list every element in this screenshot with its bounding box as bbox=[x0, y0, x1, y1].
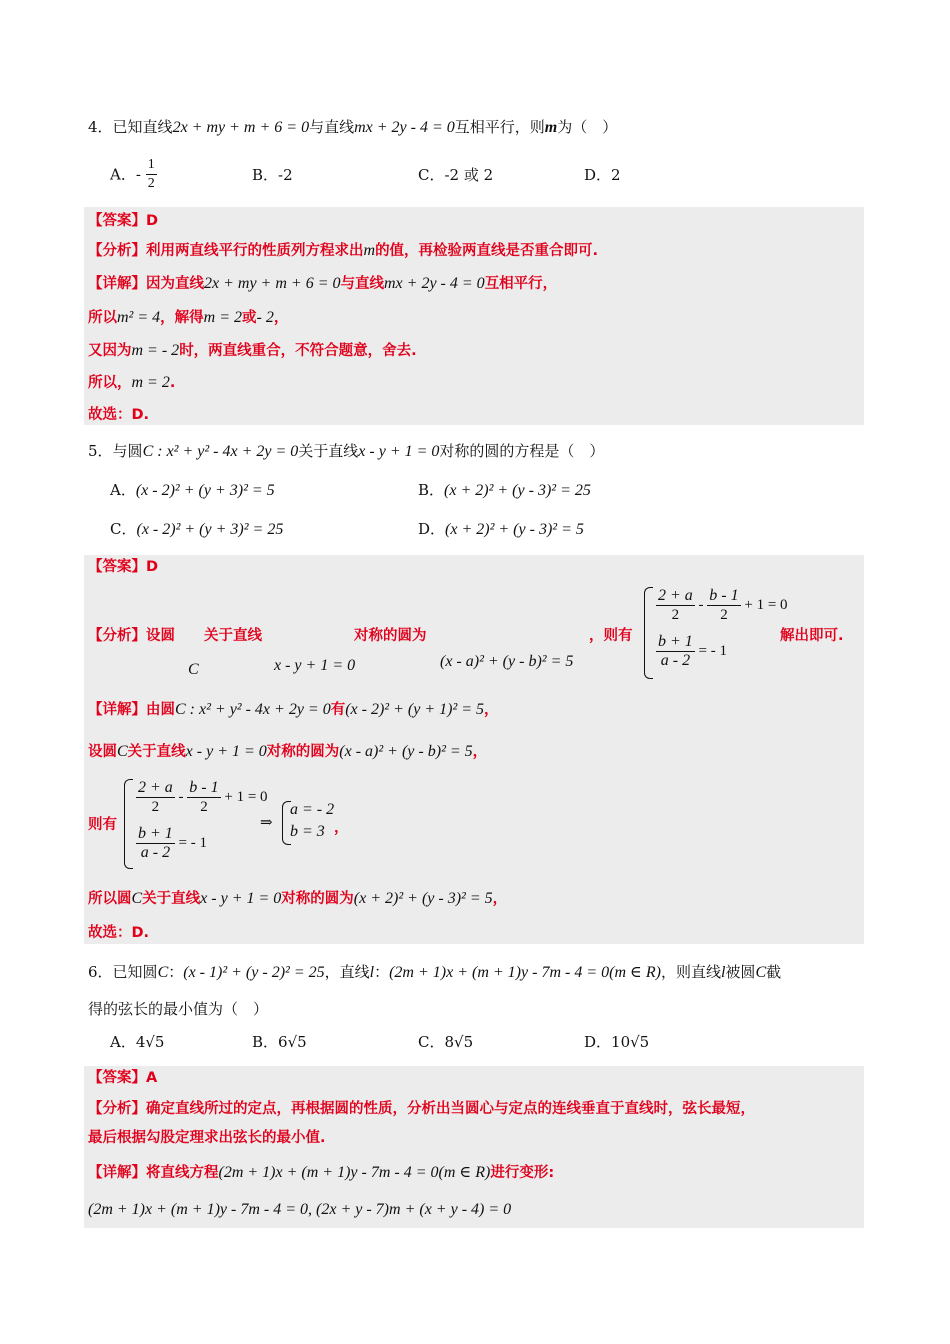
q6-analysis-line-1 bbox=[88, 1098, 755, 1120]
q4-detail-line-3 bbox=[88, 340, 417, 362]
numerator: b + 1 bbox=[138, 825, 173, 842]
text: 关于直线 bbox=[142, 891, 201, 907]
q5-detail-system bbox=[124, 779, 268, 869]
detail-label: 【详解】 bbox=[88, 276, 146, 292]
brace-icon bbox=[124, 779, 133, 869]
result-a: a = - 2 bbox=[290, 801, 335, 818]
question-5 bbox=[88, 440, 604, 463]
analysis-label: 【分析】 bbox=[88, 628, 146, 644]
option-label: B． bbox=[418, 481, 445, 499]
fraction bbox=[656, 633, 695, 670]
detail-label: 【详解】 bbox=[88, 1165, 146, 1181]
circle-equation: (x - 1)² + (y - 2)² = 25 bbox=[183, 964, 325, 981]
q5-line-equation: x - y + 1 = 0 bbox=[358, 443, 440, 460]
brace-icon bbox=[644, 587, 653, 679]
circle-name: C bbox=[157, 964, 169, 981]
q5-option-a[interactable] bbox=[110, 479, 275, 502]
analysis-text: 确定直线所过的定点，再根据圆的性质，分析出当圆心与定点的连线垂直于直线时，弦长最短， bbox=[146, 1101, 755, 1117]
denominator: 2 bbox=[671, 607, 680, 623]
q5-circle-equation: C : x² + y² - 4x + 2y = 0 bbox=[142, 443, 299, 460]
analysis-text: 利用两直线平行的性质列方程求出 bbox=[146, 243, 364, 259]
text: ，直线 bbox=[324, 963, 370, 981]
detail-equation-1: 2x + my + m + 6 = 0 bbox=[204, 275, 341, 292]
equation: C : x² + y² - 4x + 2y = 0 bbox=[175, 701, 331, 718]
q4-variable: m bbox=[544, 119, 558, 136]
option-sign: - bbox=[135, 165, 141, 184]
text: . bbox=[169, 375, 176, 391]
q6-solution-box bbox=[84, 1066, 864, 1228]
q6-detail-line-1 bbox=[88, 1162, 554, 1184]
q5-option-c[interactable] bbox=[110, 518, 283, 541]
option-label: A． bbox=[110, 481, 136, 499]
text: ， bbox=[472, 744, 488, 760]
q4-detail-line-4 bbox=[88, 372, 175, 394]
q4-option-a[interactable] bbox=[110, 156, 157, 193]
circle-name: C bbox=[131, 890, 143, 907]
system-row-1 bbox=[136, 779, 268, 816]
text: 已知圆 bbox=[112, 963, 158, 981]
detail-text: 因为直线 bbox=[146, 276, 204, 292]
q4-detail-line-2 bbox=[88, 307, 288, 329]
text: 关于直线 bbox=[127, 744, 186, 760]
circle-equation: (x - a)² + (y - b)² = 5 bbox=[440, 653, 574, 670]
numerator: b + 1 bbox=[658, 633, 693, 650]
text: 所以 bbox=[88, 310, 117, 326]
detail-text-3: 互相平行， bbox=[484, 276, 558, 292]
circle-equation: (x - a)² + (y - b)² = 5 bbox=[339, 743, 473, 760]
text: ： bbox=[168, 963, 184, 981]
option-label: D． bbox=[418, 520, 446, 538]
q5-option-b[interactable] bbox=[418, 479, 591, 502]
text: 所以， bbox=[88, 375, 132, 391]
numerator: 2 + a bbox=[138, 779, 173, 796]
option-equation: (x - 2)² + (y + 3)² = 25 bbox=[136, 521, 284, 538]
equation: (2m + 1)x + (m + 1)y - 7m - 4 = 0(m ∈ R) bbox=[218, 1164, 491, 1181]
q4-analysis bbox=[88, 240, 598, 262]
option-label: A． bbox=[110, 165, 136, 184]
text: 进行变形: bbox=[490, 1165, 555, 1181]
numerator: 1 bbox=[146, 156, 157, 175]
q6-answer: 【答案】A bbox=[88, 1070, 158, 1086]
q5-detail-comma: ， bbox=[334, 820, 349, 836]
tail: = - 1 bbox=[178, 834, 208, 851]
q4-conclusion: 故选：D. bbox=[88, 407, 150, 423]
text: 或 bbox=[242, 310, 257, 326]
q5-analysis-label bbox=[88, 625, 175, 647]
fraction bbox=[136, 825, 175, 862]
question-4 bbox=[88, 116, 617, 139]
analysis-text: 设圆 bbox=[146, 628, 175, 644]
q4-line-2-equation: mx + 2y - 4 = 0 bbox=[354, 119, 455, 136]
analysis-label: 【分析】 bbox=[88, 243, 146, 259]
fraction bbox=[187, 779, 220, 816]
detail-label: 【详解】 bbox=[88, 702, 146, 718]
system-row-2 bbox=[656, 633, 727, 670]
q6-analysis-line-2: 最后根据勾股定理求出弦长的最小值. bbox=[88, 1130, 326, 1146]
result-b: b = 3 bbox=[290, 823, 325, 840]
q5-analysis-c bbox=[188, 659, 199, 681]
q5-solution-box bbox=[84, 555, 864, 944]
q4-text-1: 已知直线 bbox=[112, 118, 173, 136]
q5-analysis-text-d: ，则有 bbox=[589, 628, 633, 644]
q6-option-d[interactable]: D．10√5 bbox=[584, 1033, 650, 1051]
line-name: l bbox=[369, 964, 375, 981]
q5-detail-line-4 bbox=[88, 888, 507, 910]
equation: m = 2 bbox=[203, 309, 243, 326]
q6-option-b[interactable]: B．6√5 bbox=[252, 1033, 307, 1051]
denominator: 2 bbox=[200, 799, 208, 815]
circle-equation: (x + 2)² + (y - 3)² = 5 bbox=[353, 890, 493, 907]
q5-answer: 【答案】D bbox=[88, 559, 159, 575]
q5-detail-then-label: 则有 bbox=[88, 817, 117, 833]
q5-analysis-text-e: 解出即可. bbox=[780, 628, 844, 644]
fraction bbox=[656, 587, 695, 624]
q4-option-b[interactable]: B．-2 bbox=[252, 166, 293, 184]
question-6-line-1 bbox=[88, 961, 781, 984]
equation: (x - 2)² + (y + 1)² = 5 bbox=[345, 701, 485, 718]
question-number: 6． bbox=[88, 963, 113, 981]
system-row-2 bbox=[136, 825, 207, 862]
tail: + 1 = 0 bbox=[224, 788, 268, 805]
operator: - bbox=[698, 596, 704, 613]
q6-option-c[interactable]: C．8√5 bbox=[418, 1033, 474, 1051]
equation: (2m + 1)x + (m + 1)y - 7m - 4 = 0, (2x + y - 7)m + (x + y - 4) = 0 bbox=[88, 1201, 512, 1218]
line-name: l bbox=[720, 964, 726, 981]
denominator: 2 bbox=[151, 799, 160, 815]
text: ，解得 bbox=[160, 310, 204, 326]
text: 对称的圆为 bbox=[266, 744, 340, 760]
question-6-line-2: 得的弦长的最小值为（ ） bbox=[88, 1000, 269, 1018]
option-equation: (x + 2)² + (y - 3)² = 5 bbox=[445, 521, 584, 538]
equation: m² = 4 bbox=[117, 309, 161, 326]
system-row-1 bbox=[656, 587, 788, 624]
analysis-variable: m bbox=[363, 242, 376, 259]
analysis-label: 【分析】 bbox=[88, 1101, 146, 1117]
q5-analysis-text-c: 对称的圆为 bbox=[354, 628, 427, 644]
denominator: 2 bbox=[147, 176, 155, 191]
text: 又因为 bbox=[88, 343, 132, 359]
denominator: 2 bbox=[720, 607, 728, 623]
equation: m = 2 bbox=[131, 374, 170, 391]
text: 被圆 bbox=[725, 963, 756, 981]
analysis-text-2: 的值，再检验两直线是否重合即可. bbox=[375, 243, 599, 259]
q5-analysis-text-b: 关于直线 bbox=[204, 628, 262, 644]
q6-detail-line-2 bbox=[88, 1199, 511, 1221]
tail: = - 1 bbox=[698, 642, 728, 659]
q4-option-c[interactable]: C．-2 或 2 bbox=[418, 166, 494, 184]
text: 时，两直线重合，不符合题意，舍去. bbox=[179, 343, 417, 359]
q4-text-3: 互相平行，则 bbox=[454, 118, 545, 136]
q4-detail-line-1 bbox=[88, 273, 557, 295]
line-equation: (2m + 1)x + (m + 1)y - 7m - 4 = 0(m ∈ R) bbox=[389, 964, 661, 981]
detail-equation-2: mx + 2y - 4 = 0 bbox=[384, 275, 485, 292]
numerator: 2 + a bbox=[658, 587, 693, 604]
line-equation: x - y + 1 = 0 bbox=[200, 890, 282, 907]
q5-text-3: 对称的圆的方程是（ ） bbox=[439, 442, 605, 460]
circle-name: C bbox=[117, 743, 128, 760]
question-number: 5． bbox=[88, 442, 113, 460]
fraction bbox=[136, 779, 175, 816]
text: 所以圆 bbox=[88, 891, 132, 907]
q4-line-1-equation: 2x + my + m + 6 = 0 bbox=[172, 119, 310, 136]
operator: - bbox=[178, 788, 184, 805]
q4-text-2: 与直线 bbox=[309, 118, 355, 136]
denominator: a - 2 bbox=[660, 652, 691, 669]
q4-text-4: 为（ ） bbox=[557, 118, 618, 136]
q4-option-d[interactable]: D．2 bbox=[584, 166, 621, 184]
text: 设圆 bbox=[88, 744, 117, 760]
detail-text-2: 与直线 bbox=[340, 276, 384, 292]
option-label: C． bbox=[110, 520, 137, 538]
tail: + 1 = 0 bbox=[744, 596, 788, 613]
text: 由圆 bbox=[146, 702, 175, 718]
q4-answer: 【答案】D bbox=[88, 213, 159, 229]
text: ，则直线 bbox=[660, 963, 721, 981]
option-equation: (x + 2)² + (y - 3)² = 25 bbox=[444, 482, 591, 499]
question-number: 4． bbox=[88, 118, 113, 136]
equation: - 2 bbox=[256, 309, 274, 326]
text: 对称的圆为 bbox=[281, 891, 354, 907]
text: 有 bbox=[330, 702, 346, 718]
numerator: b - 1 bbox=[709, 587, 739, 604]
text: ， bbox=[492, 891, 508, 907]
q4-solution-box bbox=[84, 207, 864, 425]
line-equation: x - y + 1 = 0 bbox=[185, 743, 267, 760]
q5-analysis-circle bbox=[440, 651, 573, 673]
text: ， bbox=[273, 310, 289, 326]
numerator: b - 1 bbox=[189, 779, 219, 796]
q5-detail-line-1 bbox=[88, 699, 499, 721]
line-equation: x - y + 1 = 0 bbox=[274, 657, 356, 674]
q5-analysis-line bbox=[274, 655, 355, 677]
option-equation: (x - 2)² + (y + 3)² = 5 bbox=[135, 482, 275, 499]
text: 截 bbox=[766, 963, 782, 981]
text: ， bbox=[484, 702, 499, 718]
circle-name: C bbox=[755, 964, 767, 981]
fraction bbox=[146, 156, 157, 193]
denominator: a - 2 bbox=[140, 844, 171, 861]
q5-conclusion: 故选：D. bbox=[88, 925, 150, 941]
q5-result-system bbox=[282, 801, 342, 845]
circle-name: C bbox=[188, 661, 199, 678]
text: 将直线方程 bbox=[146, 1165, 219, 1181]
text: ： bbox=[374, 963, 390, 981]
equation: m = - 2 bbox=[131, 342, 180, 359]
implies-icon: ⇒ bbox=[260, 815, 273, 831]
q6-option-a[interactable]: A．4√5 bbox=[110, 1033, 165, 1051]
q5-detail-line-2 bbox=[88, 741, 487, 763]
q5-option-d[interactable] bbox=[418, 518, 584, 541]
fraction bbox=[707, 587, 740, 624]
q5-text-1: 与圆 bbox=[112, 442, 143, 460]
q5-text-2: 关于直线 bbox=[298, 442, 359, 460]
